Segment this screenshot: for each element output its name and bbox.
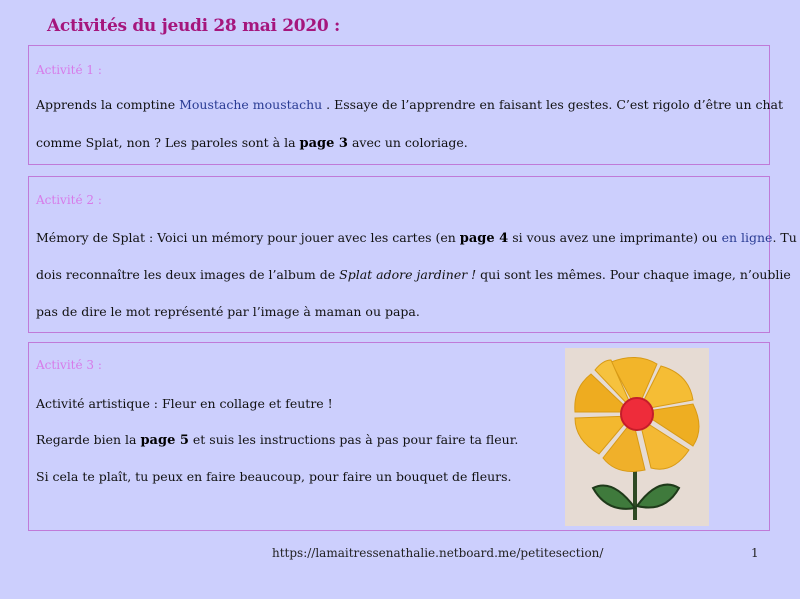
footer-url[interactable]: https://lamaitressenathalie.netboard.me/petitesection/ — [272, 546, 604, 560]
text-span: . Essaye de l’apprendre en faisant les gestes. C’est rigolo d’être un chat — [322, 97, 784, 112]
activity-2-box — [28, 176, 797, 333]
moustache-link[interactable]: Moustache moustachu — [179, 97, 323, 112]
activity-3-line-3: Si cela te plaît, tu peux en faire beaucoup, pour faire un bouquet de fleurs. — [36, 469, 512, 484]
activity-1-box — [28, 45, 784, 165]
activity-1-line-1 — [36, 97, 784, 112]
activity-2-line-3: pas de dire le mot représenté par l’image à maman ou papa. — [36, 304, 420, 319]
activity-3-box — [28, 342, 770, 531]
activity-3-line-1: Activité artistique : Fleur en collage et feutre ! — [36, 396, 333, 411]
page-title: Activités du jeudi 28 mai 2020 : — [47, 16, 340, 36]
page-3-ref: page 3 — [299, 136, 348, 151]
flower-collage-image — [565, 348, 709, 526]
page-number: 1 — [751, 546, 759, 560]
text-span: avec un coloriage. — [347, 135, 468, 150]
page-5-ref: page 5 — [140, 433, 189, 448]
activity-2-line-2 — [36, 267, 791, 282]
text-span: Mémory de Splat : Voici un mémory pour jouer avec les cartes (en — [36, 230, 460, 245]
text-span: qui sont les mêmes. Pour chaque image, n’oublie — [476, 267, 791, 282]
activity-2-label: Activité 2 : — [36, 193, 102, 207]
text-span: si vous avez une imprimante) ou — [508, 230, 722, 245]
activity-1-label: Activité 1 : — [36, 63, 102, 77]
page-4-ref: page 4 — [459, 231, 509, 246]
book-title: Splat adore jardiner ! — [339, 267, 477, 282]
online-link[interactable]: en ligne — [721, 230, 773, 245]
text-span: . Tu — [772, 230, 797, 245]
text-span: Apprends la comptine — [36, 97, 180, 112]
flower-picture — [565, 348, 709, 526]
text-span: et suis les instructions pas à pas pour faire ta fleur. — [188, 432, 519, 447]
text-span: dois reconnaître les deux images de l’album de — [36, 267, 340, 282]
activity-3-label: Activité 3 : — [36, 358, 102, 372]
activity-2-line-1 — [36, 230, 797, 246]
activity-1-line-2 — [36, 135, 761, 151]
text-span: Regarde bien la — [36, 432, 141, 447]
text-span: comme Splat, non ? Les paroles sont à la — [36, 135, 300, 150]
